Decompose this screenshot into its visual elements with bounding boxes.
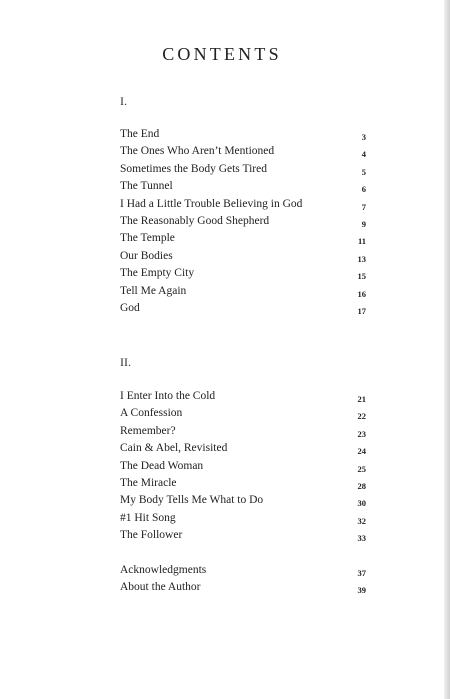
toc-entry-page-number: 22 (357, 411, 366, 422)
toc-entry-page-number: 24 (357, 446, 366, 457)
toc-entry-title: My Body Tells Me What to Do (120, 494, 264, 507)
toc-entry-title: The Ones Who Aren’t Mentioned (120, 145, 275, 158)
toc-entry-title: Sometimes the Body Gets Tired (120, 162, 267, 175)
toc-entry-page-number: 37 (357, 568, 366, 578)
page-edge (444, 0, 450, 699)
toc-entry-page-number: 4 (361, 149, 366, 160)
toc-entry-page-number: 5 (361, 166, 366, 177)
toc-entry-title: About the Author (120, 581, 201, 594)
toc-entry (120, 459, 366, 476)
toc-entry-title: Acknowledgments (120, 564, 207, 576)
toc-entry-title: The Tunnel (120, 180, 173, 193)
toc-entry-title: The Dead Woman (120, 459, 204, 472)
toc-entry (120, 127, 366, 144)
toc-entry-page-number: 13 (357, 253, 366, 264)
toc-entry (120, 162, 366, 179)
toc-entry (120, 266, 366, 283)
toc-entry (120, 284, 366, 301)
toc-entry-title: Remember? (120, 424, 176, 437)
toc-entry-page-number: 33 (357, 533, 366, 544)
toc-entry (120, 580, 366, 597)
toc-entry-title: Tell Me Again (120, 284, 187, 297)
toc-entry (120, 476, 366, 493)
toc-entry (120, 179, 366, 196)
toc-entry (120, 424, 366, 441)
toc-entry-title: I Had a Little Trouble Believing in God (120, 197, 303, 210)
toc-entry (120, 511, 366, 528)
toc-entry-page-number: 28 (357, 480, 366, 491)
toc-entry-page-number: 7 (361, 201, 366, 212)
toc-entry-page-number: 15 (357, 271, 366, 282)
part-one-list (120, 127, 366, 318)
contents-title: CONTENTS (162, 44, 282, 64)
toc-entry (120, 231, 366, 248)
toc-entry-page-number: 39 (357, 585, 366, 596)
toc-entry (120, 493, 366, 510)
toc-entry-page-number: 25 (357, 463, 366, 474)
toc-entry-page-number: 3 (361, 132, 366, 142)
part-two-label: II. (120, 355, 131, 369)
toc-entry-title: The Empty City (120, 267, 195, 280)
toc-entry (120, 406, 366, 423)
toc-entry (120, 528, 366, 545)
toc-entry (120, 214, 366, 231)
toc-entry-page-number: 32 (357, 515, 366, 526)
toc-entry-page-number: 17 (357, 305, 366, 316)
toc-entry-page-number: 11 (357, 236, 366, 247)
toc-entry-title: The Reasonably Good Shepherd (120, 214, 270, 227)
toc-entry-title: I Enter Into the Cold (120, 390, 216, 402)
toc-entry (120, 249, 366, 266)
toc-entry-page-number: 16 (357, 288, 366, 299)
toc-entry-page-number: 6 (361, 184, 366, 195)
toc-entry-title: The End (120, 128, 160, 140)
toc-entry-title: The Temple (120, 232, 175, 245)
toc-entry-title: The Miracle (120, 476, 177, 489)
toc-entry-title: #1 Hit Song (120, 511, 176, 524)
toc-entry (120, 563, 366, 580)
toc-entry-page-number: 30 (357, 498, 366, 509)
toc-entry (120, 197, 366, 214)
part-one-label: I. (120, 94, 127, 108)
toc-entry (120, 441, 366, 458)
toc-entry (120, 144, 366, 161)
toc-entry-title: Our Bodies (120, 249, 173, 262)
toc-entry (120, 389, 366, 406)
toc-entry-page-number: 9 (361, 218, 366, 229)
toc-entry-title: God (120, 301, 140, 314)
part-two-list (120, 389, 366, 546)
toc-entry (120, 301, 366, 318)
toc-entry-page-number: 21 (357, 394, 366, 404)
back-matter-list (120, 563, 366, 598)
toc-entry-title: The Follower (120, 529, 183, 542)
toc-entry-title: Cain & Abel, Revisited (120, 442, 228, 455)
toc-entry-title: A Confession (120, 407, 183, 420)
toc-entry-page-number: 23 (357, 428, 366, 439)
